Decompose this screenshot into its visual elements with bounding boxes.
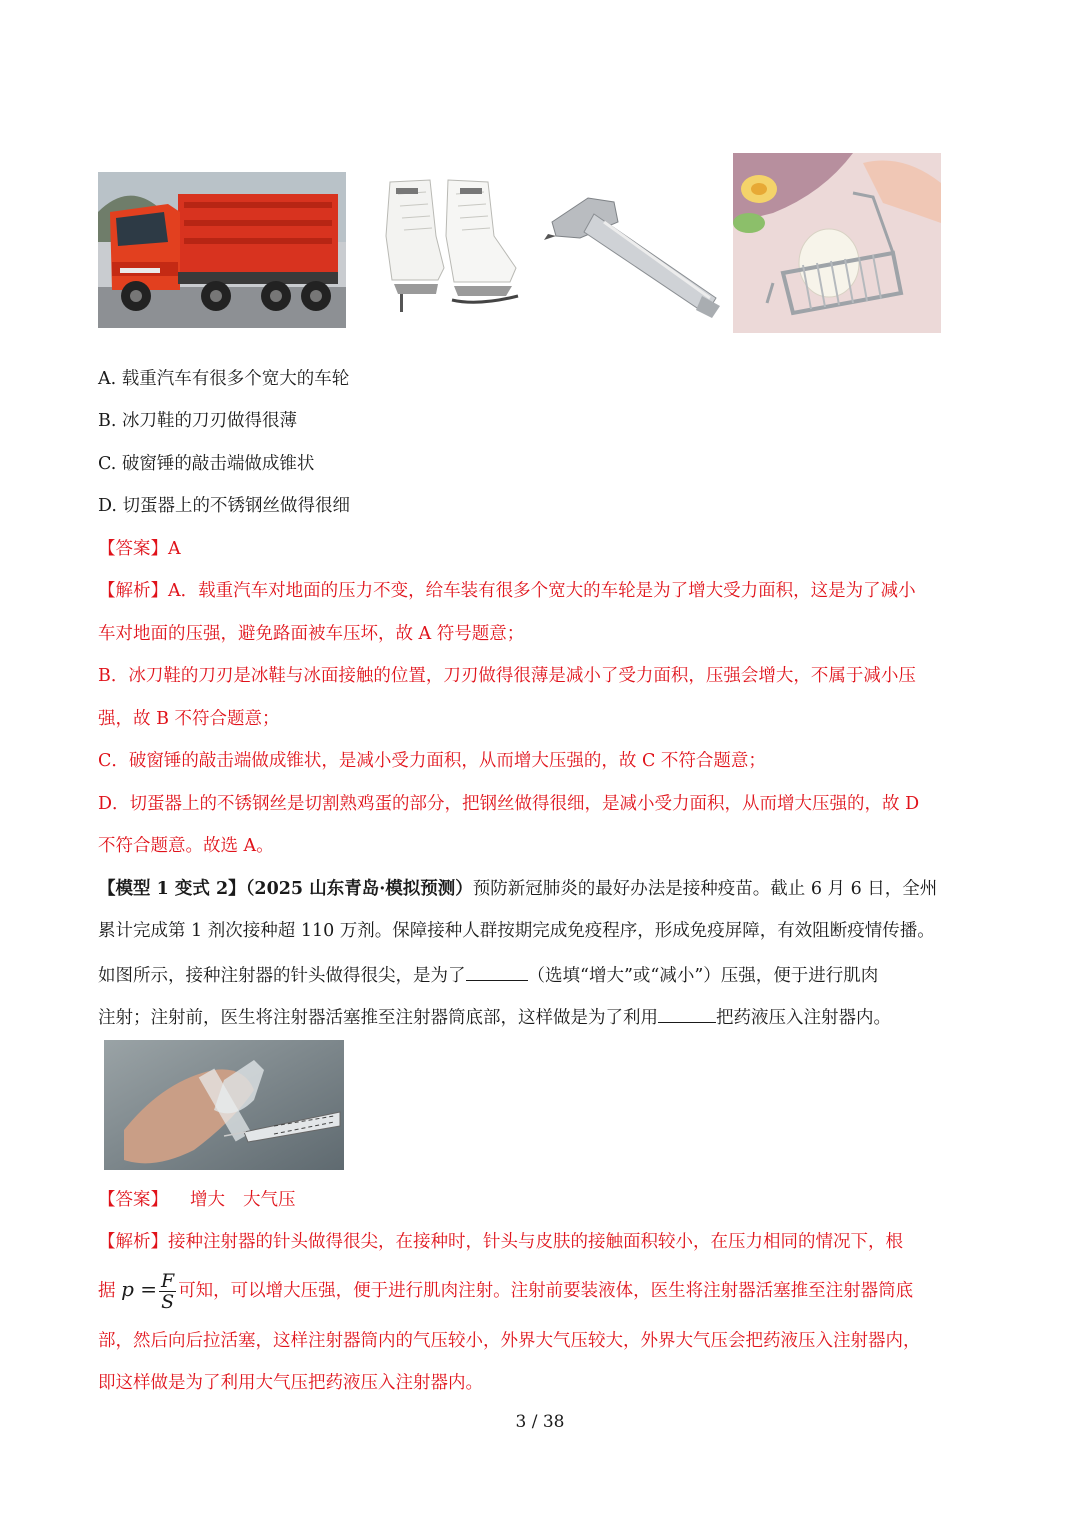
q2-stem-line-4 (98, 1004, 891, 1030)
answer-blank-1[interactable] (466, 962, 528, 981)
option-d: D. 切蛋器上的不锈钢丝做得很细 (98, 496, 351, 516)
analysis-text: 接种注射器的针头做得很尖，在接种时，针头与皮肤的接触面积较小，在压力相同的情况下，根 (168, 1232, 903, 1252)
analysis-label: 【解析】 (98, 581, 168, 601)
answer-value: A (168, 539, 181, 559)
q1-analysis-line-1 (98, 579, 916, 603)
answer-label: 【答案】 (98, 539, 168, 559)
option-a: A. 载重汽车有很多个宽大的车轮 (98, 369, 350, 389)
analysis-text: 据 (98, 1281, 116, 1301)
q2-analysis-line-4: 即这样做是为了利用大气压把药液压入注射器内。 (98, 1373, 483, 1393)
q2-stem-line-1 (98, 877, 937, 901)
formula-lhs: p = (121, 1277, 157, 1301)
q1-analysis-line-7: 不符合题意。故选 A。 (98, 836, 274, 856)
q1-answer (98, 537, 181, 561)
option-c: C. 破窗锤的敲击端做成锥状 (98, 454, 315, 474)
answer-label: 【答案】 (98, 1190, 168, 1210)
page-number: 3 / 38 (515, 1412, 565, 1432)
q2-stem-text: 如图所示，接种注射器的针头做得很尖，是为了 (98, 966, 466, 986)
window-hammer-image (544, 178, 730, 320)
truck-image (98, 172, 346, 328)
analysis-text: A．载重汽车对地面的压力不变，给车装有很多个宽大的车轮是为了增大受力面积，这是为了减小 (168, 581, 916, 601)
answer-value-1: 增大 (190, 1190, 225, 1210)
formula-numerator: F (161, 1270, 175, 1292)
analysis-text: 可知，可以增大压强，便于进行肌肉注射。注射前要装液体，医生将注射器活塞推至注射器筒底 (178, 1281, 914, 1301)
answer-value-2: 大气压 (243, 1190, 296, 1210)
q1-analysis-line-5: C．破窗锤的敲击端做成锥状，是减小受力面积，从而增大压强的，故 C 不符合题意； (98, 751, 766, 771)
option-b: B. 冰刀鞋的刀刃做得很薄 (98, 411, 297, 431)
q2-analysis-line-3: 部，然后向后拉活塞，这样注射器筒内的气压较小，外界大气压较大，外界大气压会把药液压入注射器内， (98, 1331, 921, 1351)
q1-analysis-line-2: 车对地面的压强，避免路面被车压坏，故 A 符号题意； (98, 624, 525, 644)
q2-stem-text: 把药液压入注射器内。 (716, 1008, 891, 1028)
q2-stem-line-3 (98, 962, 878, 988)
q2-analysis-line-2 (98, 1266, 913, 1312)
egg-slicer-image (733, 153, 941, 333)
q2-stem-line-2: 累计完成第 1 剂次接种超 110 万剂。保障接种人群按期完成免疫程序，形成免疫屏障，有效阻断疫情传播。 (98, 921, 935, 941)
pressure-formula (159, 1271, 176, 1312)
q2-answer (98, 1188, 296, 1212)
syringe-image (104, 1040, 344, 1170)
q1-analysis-line-6: D．切蛋器上的不锈钢丝是切割熟鸡蛋的部分，把钢丝做得很细，是减小受力面积，从而增大压强的，故 D (98, 794, 920, 814)
answer-blank-2[interactable] (658, 1004, 716, 1023)
q2-stem-text: 预防新冠肺炎的最好办法是接种疫苗。截止 6 月 6 日，全州 (472, 879, 938, 899)
q1-analysis-line-3: B．冰刀鞋的刀刃是冰鞋与冰面接触的位置，刀刃做得很薄是减小了受力面积，压强会增大，不属于减小压 (98, 666, 916, 686)
formula-denominator: S (159, 1291, 176, 1312)
q2-stem-text: （选填“增大”或“减小”）压强，便于进行肌肉 (527, 966, 879, 986)
q2-analysis-line-1 (98, 1230, 903, 1254)
q2-source: （2025 山东青岛·模拟预测） (245, 879, 473, 899)
q2-tag: 【模型 1 变式 2】 (98, 879, 246, 899)
q1-analysis-line-4: 强，故 B 不符合题意； (98, 709, 280, 729)
ice-skates-image (378, 176, 524, 314)
analysis-label: 【解析】 (98, 1232, 168, 1252)
q2-stem-text: 注射；注射前，医生将注射器活塞推至注射器筒底部，这样做是为了利用 (98, 1008, 658, 1028)
